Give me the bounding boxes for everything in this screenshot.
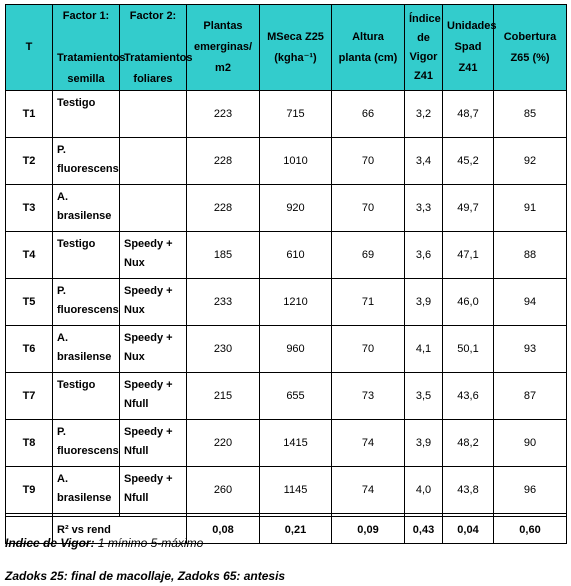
table-row: [6, 373, 567, 420]
cell-cobertura: 85: [494, 91, 567, 138]
cell-mseca: 655: [260, 373, 332, 420]
cell-r2-vigor: 0,43: [405, 517, 443, 544]
header-cobertura: Cobertura Z65 (%): [494, 5, 567, 91]
vigor-note-label: Indice de Vigor:: [5, 536, 95, 550]
cell-altura: 70: [332, 185, 405, 232]
header-spad: Unidades Spad Z41: [443, 5, 494, 91]
cell-factor2: Speedy + Nfull: [120, 373, 187, 420]
cell-factor1: A. brasilense: [53, 467, 120, 514]
cell-mseca: 920: [260, 185, 332, 232]
header-factor2: Factor 2: Tratamientos foliares: [120, 5, 187, 91]
cell-altura: 73: [332, 373, 405, 420]
cell-r2-spad: 0,04: [443, 517, 494, 544]
cell-vigor: 3,6: [405, 232, 443, 279]
cell-plantas: 260: [187, 467, 260, 514]
cell-mseca: 1145: [260, 467, 332, 514]
cell-factor2: Speedy + Nfull: [120, 467, 187, 514]
cell-spad: 48,7: [443, 91, 494, 138]
cell-cobertura: 94: [494, 279, 567, 326]
cell-cobertura: 96: [494, 467, 567, 514]
cell-plantas: 228: [187, 138, 260, 185]
cell-r2-cobertura: 0,60: [494, 517, 567, 544]
table-row: [6, 185, 567, 232]
cell-factor2: Speedy + Nux: [120, 232, 187, 279]
cell-cobertura: 91: [494, 185, 567, 232]
cell-factor1: A. brasilense: [53, 185, 120, 232]
cell-r2-altura: 0,09: [332, 517, 405, 544]
cell-vigor: 3,3: [405, 185, 443, 232]
cell-treatment: T5: [6, 279, 53, 326]
header-altura: Altura planta (cm): [332, 5, 405, 91]
cell-cobertura: 90: [494, 420, 567, 467]
cell-r2-mseca: 0,21: [260, 517, 332, 544]
cell-vigor: 3,4: [405, 138, 443, 185]
cell-factor2: Speedy + Nux: [120, 279, 187, 326]
cell-treatment: T8: [6, 420, 53, 467]
cell-treatment: T4: [6, 232, 53, 279]
vigor-note: [5, 536, 203, 550]
cell-treatment: T3: [6, 185, 53, 232]
cell-plantas: 223: [187, 91, 260, 138]
header-mseca: MSeca Z25 (kgha⁻¹): [260, 5, 332, 91]
cell-plantas: 230: [187, 326, 260, 373]
cell-spad: 47,1: [443, 232, 494, 279]
cell-spad: 43,6: [443, 373, 494, 420]
table-row: [6, 138, 567, 185]
cell-cobertura: 88: [494, 232, 567, 279]
cell-spad: 46,0: [443, 279, 494, 326]
cell-factor1: A. brasilense: [53, 326, 120, 373]
table-row: [6, 91, 567, 138]
cell-treatment: T7: [6, 373, 53, 420]
cell-plantas: 215: [187, 373, 260, 420]
vigor-note-text: 1 mínimo 5-máximo: [94, 536, 204, 550]
cell-factor2: [120, 91, 187, 138]
header-plantas: Plantas emerginas/ m2: [187, 5, 260, 91]
cell-factor2: Speedy + Nux: [120, 326, 187, 373]
cell-factor1: Testigo: [53, 91, 120, 138]
header-row: [6, 5, 567, 91]
cell-mseca: 610: [260, 232, 332, 279]
cell-vigor: 3,9: [405, 420, 443, 467]
header-vigor: Índice de Vigor Z41: [405, 5, 443, 91]
cell-spad: 43,8: [443, 467, 494, 514]
cell-altura: 70: [332, 326, 405, 373]
cell-r2-plantas: 0,08: [187, 517, 260, 544]
cell-mseca: 1415: [260, 420, 332, 467]
table-row: [6, 326, 567, 373]
cell-cobertura: 92: [494, 138, 567, 185]
cell-altura: 70: [332, 138, 405, 185]
table-row: [6, 467, 567, 514]
cell-factor1: P. fluorescens: [53, 420, 120, 467]
cell-factor1: P. fluorescens: [53, 279, 120, 326]
cell-mseca: 1210: [260, 279, 332, 326]
cell-treatment: T6: [6, 326, 53, 373]
cell-mseca: 715: [260, 91, 332, 138]
cell-treatment: T1: [6, 91, 53, 138]
cell-vigor: 3,9: [405, 279, 443, 326]
cell-vigor: 4,1: [405, 326, 443, 373]
table-row: [6, 420, 567, 467]
cell-spad: 49,7: [443, 185, 494, 232]
cell-altura: 74: [332, 467, 405, 514]
cell-plantas: 220: [187, 420, 260, 467]
header-factor1: Factor 1: Tratamientos semilla: [53, 5, 120, 91]
cell-altura: 66: [332, 91, 405, 138]
table-row: [6, 232, 567, 279]
cell-factor2: [120, 185, 187, 232]
cell-treatment: T2: [6, 138, 53, 185]
cell-factor2: Speedy + Nfull: [120, 420, 187, 467]
cell-factor1: Testigo: [53, 373, 120, 420]
cell-mseca: 1010: [260, 138, 332, 185]
cell-factor1: Testigo: [53, 232, 120, 279]
cell-factor2: [120, 138, 187, 185]
cell-plantas: 185: [187, 232, 260, 279]
cell-r2-label: R² vs rend: [53, 517, 187, 544]
cell-plantas: 228: [187, 185, 260, 232]
cell-altura: 74: [332, 420, 405, 467]
cell-mseca: 960: [260, 326, 332, 373]
table-row: [6, 279, 567, 326]
results-table: [5, 4, 567, 544]
cell-factor1: P. fluorescens: [53, 138, 120, 185]
cell-altura: 71: [332, 279, 405, 326]
cell-treatment: T9: [6, 467, 53, 514]
cell-cobertura: 93: [494, 326, 567, 373]
cell-spad: 50,1: [443, 326, 494, 373]
cell-vigor: 4,0: [405, 467, 443, 514]
cell-vigor: 3,5: [405, 373, 443, 420]
cell-plantas: 233: [187, 279, 260, 326]
header-t: T: [6, 5, 53, 91]
zadoks-note: Zadoks 25: final de macollaje, Zadoks 65: antesis: [5, 569, 286, 583]
cell-vigor: 3,2: [405, 91, 443, 138]
cell-cobertura: 87: [494, 373, 567, 420]
cell-spad: 45,2: [443, 138, 494, 185]
cell-altura: 69: [332, 232, 405, 279]
cell-spad: 48,2: [443, 420, 494, 467]
